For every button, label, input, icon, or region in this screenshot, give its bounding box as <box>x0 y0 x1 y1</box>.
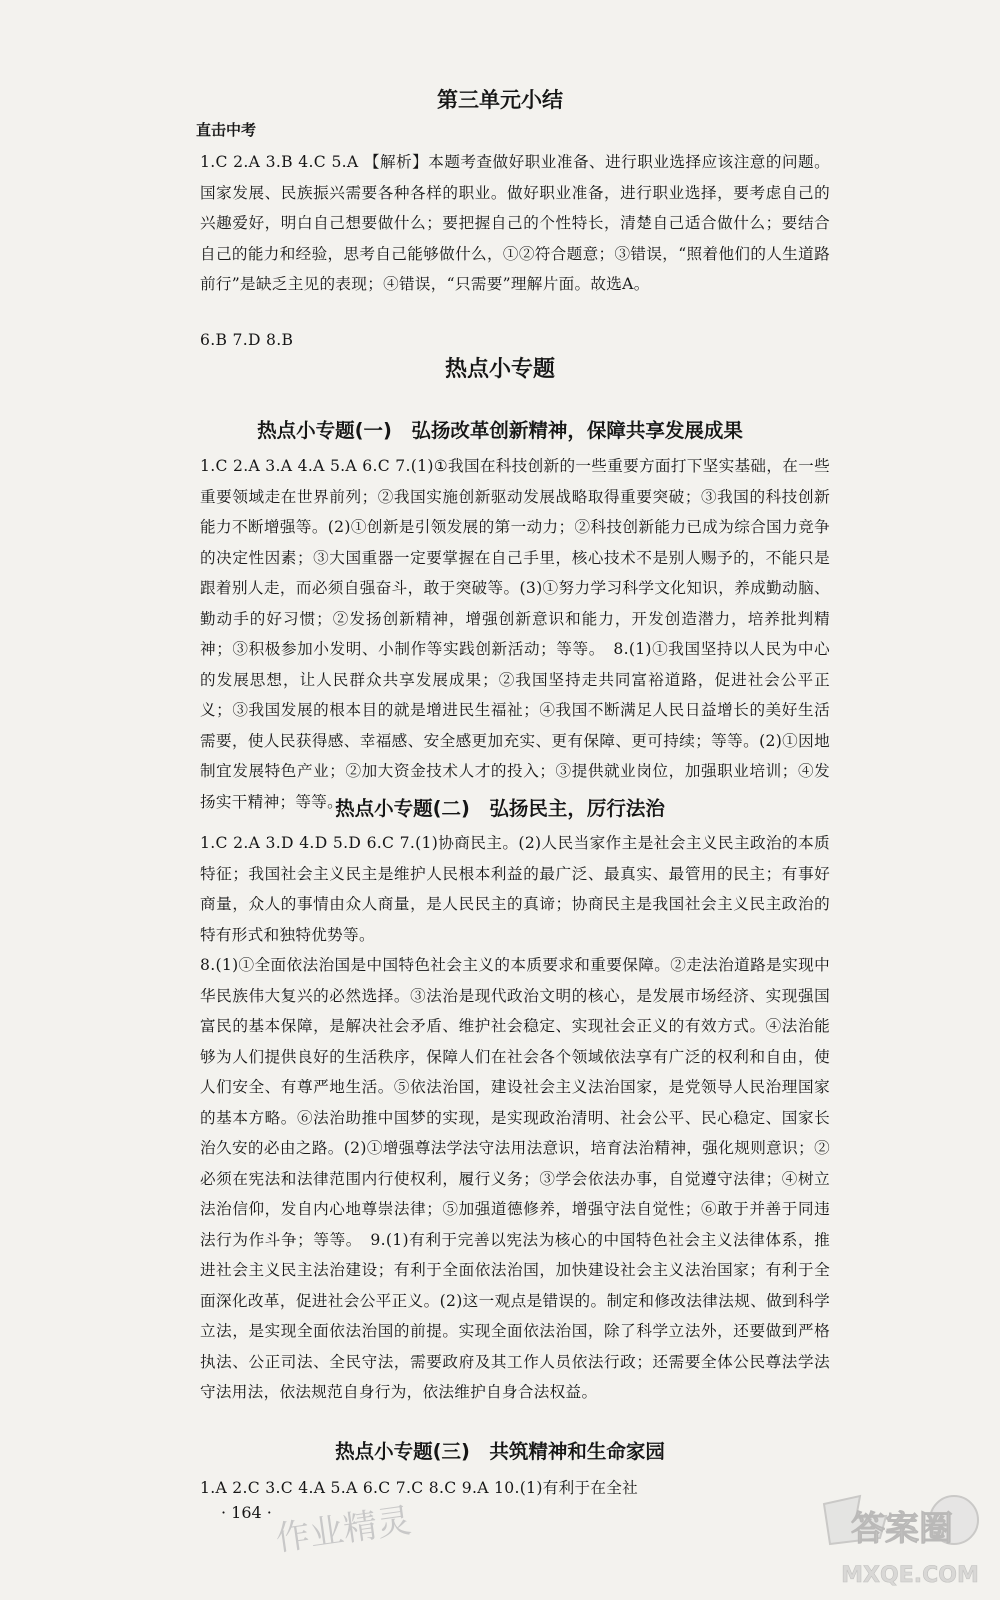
page-number: · 164 · <box>221 1503 272 1522</box>
topic1-answers <box>200 451 830 817</box>
topic2-answers-part2 <box>200 950 830 1408</box>
topic3-title: 热点小专题(三) 共筑精神和生命家园 <box>335 1440 665 1463</box>
topic3-answers <box>200 1473 830 1504</box>
topic1-title: 热点小专题(一) 弘扬改革创新精神，保障共享发展成果 <box>257 419 743 442</box>
site-logo <box>816 1474 990 1594</box>
answer-paragraph: 1.A 2.C 3.C 4.A 5.A 6.C 7.C 8.C 9.A 10.(1)有利于在全社 <box>200 1479 639 1497</box>
answer-paragraph: 8.(1)①全面依法治国是中国特色社会主义的本质要求和重要保障。②走法治道路是实现中华民族伟大复兴的必然选择。③法治是现代政治文明的核心，是发展市场经济、实现强国富民的基本保障，是解决社会矛盾、维护社会稳定、实现社会正义的有效方式。④法治能够为人们提供良好的生活秩序，保障人们在社会各个领域依法享有广泛的权利和自由，使人们安全、有尊严地生活。⑤依法治国，建设社会主义法治国家，是党领导人民治理国家的基本方略。⑥法治助推中国梦的实现，是实现政治清明、社会公平、民心稳定、国家长治久安的必由之路。(2)①增强尊法学法守法用法意识，培育法治精神，强化规则意识；②必须在宪法和法律范围内行使权利，履行义务；③学会依法办事，自觉遵守法律；④树立法治信仰，发自内心地尊崇法律；⑤加强道德修养，增强守法自觉性；⑥敢于并善于同违法行为作斗争；等等。 9.(1)有利于完善以宪法为核心的中国特色社会主义法律体系，推进社会主义民主法治建设；有利于全面依法治国，加快建设社会主义法治国家；有利于全面深化改革，促进社会公平正义。(2)这一观点是错误的。制定和修改法律法规、做到科学立法，是实现全面依法治国的前提。实现全面依法治国，除了科学立法外，还要做到严格执法、公正司法、全民守法，需要政府及其工作人员依法行政；还需要全体公民尊法学法守法用法，依法规范自身行为，依法维护自身合法权益。 <box>200 956 830 1401</box>
unit-summary-short-answers <box>200 325 830 356</box>
topic2-answers-part1 <box>200 828 830 950</box>
answer-paragraph: 1.C 2.A 3.A 4.A 5.A 6.C 7.(1)①我国在科技创新的一些重要方面打下坚实基础，在一些重要领域走在世界前列；②我国实施创新驱动发展战略取得重要突破；③我国的科技创新能力不断增强等。(2)①创新是引领发展的第一动力；②科技创新能力已成为综合国力竞争的决定性因素；③大国重器一定要掌握在自己手里，核心技术不是别人赐予的，不能只是跟着别人走，而必须自强奋斗，敢于突破等。(3)①努力学习科学文化知识，养成勤动脑、勤动手的好习惯；②发扬创新精神，增强创新意识和能力，开发创造潜力，培养批判精神；③积极参加小发明、小制作等实践创新活动；等等。 8.(1)①我国坚持以人民为中心的发展思想，让人民群众共享发展成果；②我国坚持走共同富裕道路，促进社会公平正义；③我国发展的根本目的就是增进民生福祉；④我国不断满足人民日益增长的美好生活需要，使人民获得感、幸福感、安全感更加充实、更有保障、更可持续；等等。(2)①因地制宜发展特色产业；②加大资金技术人才的投入；③提供就业岗位，加强职业培训；④发扬实干精神；等等。 <box>200 457 830 811</box>
hot-topics-title: 热点小专题 <box>444 357 555 382</box>
logo-url: MXQE.COM <box>841 1563 979 1588</box>
section-label: 直击中考 <box>196 121 257 139</box>
unit-summary-title: 第三单元小结 <box>437 88 563 112</box>
logo-text: 答案圈 <box>851 1509 953 1549</box>
answer-paragraph: 1.C 2.A 3.B 4.C 5.A 【解析】本题考查做好职业准备、进行职业选择应该注意的问题。国家发展、民族振兴需要各种各样的职业。做好职业准备，进行职业选择，要考虑自己的兴趣爱好，明白自己想要做什么；要把握自己的个性特长，清楚自己适合做什么；要结合自己的能力和经验，思考自己能够做什么，①②符合题意；③错误，“照着他们的人生道路前行”是缺乏主见的表现；④错误，“只需要”理解片面。故选A。 <box>200 153 830 293</box>
answer-paragraph: 6.B 7.D 8.B <box>200 331 294 349</box>
unit-summary-answers <box>200 147 830 300</box>
answer-paragraph: 1.C 2.A 3.D 4.D 5.D 6.C 7.(1)协商民主。(2)人民当家作主是社会主义民主政治的本质特征；我国社会主义民主是维护人民根本利益的最广泛、最真实、最管用的民主；有事好商量，众人的事情由众人商量，是人民民主的真谛；协商民主是我国社会主义民主政治的特有形式和独特优势等。 <box>200 834 830 944</box>
topic2-title: 热点小专题(二) 弘扬民主，厉行法治 <box>335 797 665 820</box>
watermark-text: 作业精灵 <box>273 1500 414 1560</box>
